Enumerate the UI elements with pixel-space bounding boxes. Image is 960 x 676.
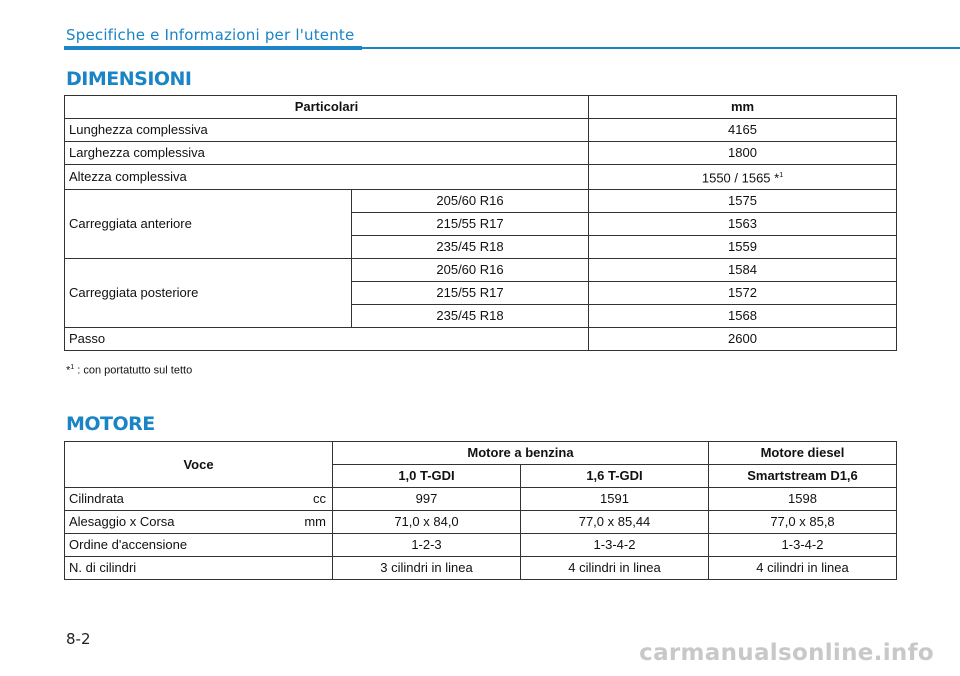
row-value: 1-3-4-2 (521, 534, 709, 557)
row-value: 77,0 x 85,44 (521, 511, 709, 534)
table-header-row (65, 96, 897, 119)
label-text: Cilindrata (69, 491, 124, 506)
row-value: 4165 (589, 119, 897, 142)
header-accent-bar (64, 46, 362, 50)
footnote-text: : con portatutto sul tetto (74, 364, 193, 377)
table-row (65, 488, 897, 511)
table-row (65, 511, 897, 534)
table-row (65, 259, 897, 282)
tire-size: 205/60 R16 (352, 190, 589, 213)
table-row (65, 190, 897, 213)
row-label: Larghezza complessiva (65, 142, 589, 165)
footnote (66, 364, 192, 377)
row-label (65, 557, 333, 580)
table-row (65, 142, 897, 165)
col-header-mm: mm (589, 96, 897, 119)
front-track-label: Carreggiata anteriore (65, 190, 352, 259)
rear-track-label: Carreggiata posteriore (65, 259, 352, 328)
watermark-text: carmanualsonline.info (639, 640, 934, 666)
footnote-mark: * (66, 364, 71, 377)
row-label: Passo (65, 328, 589, 351)
table-row (65, 165, 897, 190)
row-value: 1563 (589, 213, 897, 236)
row-value: 1-3-4-2 (709, 534, 897, 557)
table-header-row (65, 442, 897, 465)
row-label: Altezza complessiva (65, 165, 589, 190)
col-header-voce: Voce (65, 442, 333, 488)
tire-size: 235/45 R18 (352, 305, 589, 328)
height-value: 1550 / 1565 * (701, 170, 780, 186)
unit-text: mm (304, 514, 326, 529)
footnote-number: 1 (70, 364, 75, 371)
dimensions-section-title: DIMENSIONI (66, 68, 192, 90)
subheader-engine: 1,6 T-GDI (521, 465, 709, 488)
header-rule (362, 47, 960, 49)
col-header-diesel: Motore diesel (709, 442, 897, 465)
dimensions-table (64, 95, 897, 351)
table-row (65, 557, 897, 580)
row-value: 2600 (589, 328, 897, 351)
row-value: 1598 (709, 488, 897, 511)
row-value: 1591 (521, 488, 709, 511)
col-header-particolari: Particolari (65, 96, 589, 119)
engine-table (64, 441, 897, 580)
row-label (65, 488, 333, 511)
tire-size: 215/55 R17 (352, 213, 589, 236)
row-label (65, 511, 333, 534)
row-label (65, 534, 333, 557)
page-number: 8-2 (66, 630, 91, 648)
row-value: 1800 (589, 142, 897, 165)
footnote-ref: 1 (779, 172, 784, 179)
col-header-petrol: Motore a benzina (333, 442, 709, 465)
tire-size: 215/55 R17 (352, 282, 589, 305)
table-row (65, 328, 897, 351)
engine-section-title: MOTORE (66, 413, 155, 435)
row-value (589, 165, 897, 190)
row-value: 3 cilindri in linea (333, 557, 521, 580)
row-label: Lunghezza complessiva (65, 119, 589, 142)
label-text: N. di cilindri (69, 560, 137, 575)
row-value: 4 cilindri in linea (709, 557, 897, 580)
row-value: 4 cilindri in linea (521, 557, 709, 580)
subheader-engine: Smartstream D1,6 (709, 465, 897, 488)
table-row (65, 119, 897, 142)
unit-text: cc (313, 491, 326, 506)
row-value: 1584 (589, 259, 897, 282)
row-value: 77,0 x 85,8 (709, 511, 897, 534)
page-header-title: Specifiche e Informazioni per l'utente (66, 26, 355, 44)
row-value: 1572 (589, 282, 897, 305)
tire-size: 235/45 R18 (352, 236, 589, 259)
tire-size: 205/60 R16 (352, 259, 589, 282)
row-value: 1-2-3 (333, 534, 521, 557)
label-text: Alesaggio x Corsa (69, 514, 175, 529)
row-value: 1575 (589, 190, 897, 213)
row-value: 71,0 x 84,0 (333, 511, 521, 534)
table-row (65, 534, 897, 557)
row-value: 1559 (589, 236, 897, 259)
row-value: 1568 (589, 305, 897, 328)
subheader-engine: 1,0 T-GDI (333, 465, 521, 488)
label-text: Ordine d'accensione (69, 537, 188, 552)
row-value: 997 (333, 488, 521, 511)
